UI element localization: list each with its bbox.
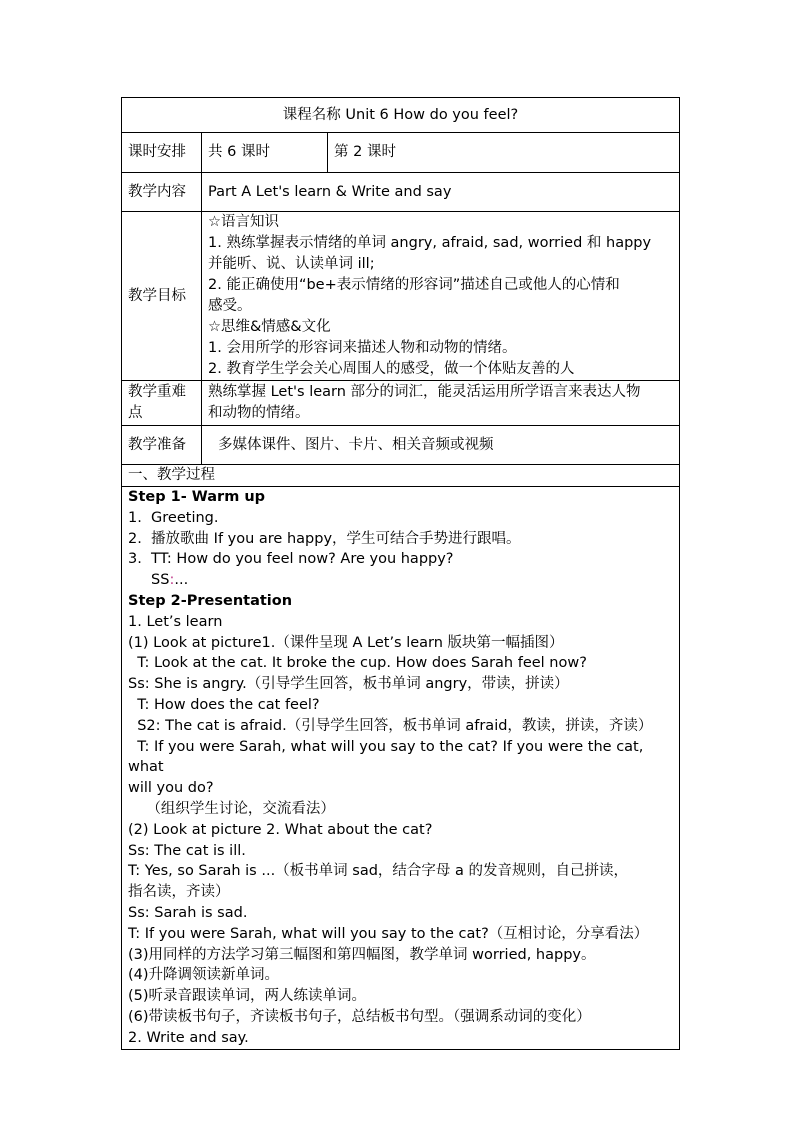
goal-line: 并能听、说、认读单词 ill; [208, 256, 375, 272]
process-line: 1. Let’s learn [128, 613, 223, 630]
ss-ellipsis: ... [174, 572, 189, 589]
course-title: 课程名称 Unit 6 How do you feel? [122, 98, 680, 133]
goal-line: 2. 教育学生学会关心周围人的感受，做一个体贴友善的人 [208, 361, 575, 377]
content-label: 教学内容 [122, 173, 202, 212]
process-line: Ss: The cat is ill. [128, 842, 246, 859]
process-line: 3. TT: How do you feel now? Are you happy? [128, 551, 454, 568]
process-line: 指名读，齐读） [128, 884, 230, 901]
goal-line: 1. 熟练掌握表示情绪的单词 angry, afraid, sad, worried 和 happy [208, 235, 652, 251]
key-points-line: 和动物的情绪。 [208, 405, 310, 421]
process-line: 2. 播放歌曲 If you are happy，学生可结合手势进行跟唱。 [128, 530, 521, 547]
goal-line: ☆思维&情感&文化 [208, 319, 331, 335]
ss-colon: : [169, 572, 175, 589]
key-points-cell [202, 381, 680, 426]
key-points-label [122, 381, 202, 426]
key-points-label-line: 点 [128, 405, 143, 421]
hours-label: 课时安排 [122, 133, 202, 173]
ss-label: SS [128, 572, 170, 589]
process-line: (2) Look at picture 2. What about the cat? [128, 821, 433, 838]
process-line [128, 570, 673, 591]
process-cell [122, 487, 680, 1050]
goal-line: ☆语言知识 [208, 214, 279, 230]
lesson-plan-table [121, 97, 680, 1050]
step-2-heading: Step 2-Presentation [128, 592, 293, 609]
process-line: (3)用同样的方法学习第三幅图和第四幅图，教学单词 worried, happy。 [128, 946, 596, 963]
process-line: T: Look at the cat. It broke the cup. How does Sarah feel now? [128, 655, 587, 672]
process-line: (1) Look at picture1.（课件呈现 A Let’s learn 版块第一幅插图） [128, 634, 564, 651]
goals-cell [202, 212, 680, 381]
key-points-label-line: 教学重难 [128, 384, 186, 400]
goal-line: 1. 会用所学的形容词来描述人物和动物的情绪。 [208, 340, 517, 356]
process-line: 2. Write and say. [128, 1029, 249, 1046]
prep-label: 教学准备 [122, 426, 202, 465]
goals-label: 教学目标 [122, 212, 202, 381]
process-line: T: If you were Sarah, what will you say to the cat?（互相讨论，分享看法） [128, 925, 649, 942]
process-line: (4)升降调领读新单词。 [128, 967, 280, 984]
hours-total: 共 6 课时 [202, 133, 328, 173]
goal-line: 2. 能正确使用“be+表示情绪的形容词”描述自己或他人的心情和 [208, 277, 620, 293]
process-line: will you do? [128, 780, 214, 797]
process-line: (6)带读板书句子，齐读板书句子，总结板书句型。（强调系动词的变化） [128, 1008, 591, 1025]
goal-line: 感受。 [208, 298, 252, 314]
process-line: Ss: Sarah is sad. [128, 904, 248, 921]
process-line: (5)听录音跟读单词，两人练读单词。 [128, 988, 367, 1005]
process-line: 1. Greeting. [128, 509, 219, 526]
process-heading: 一、教学过程 [122, 465, 680, 487]
hours-current: 第 2 课时 [328, 133, 680, 173]
process-line: T: Yes, so Sarah is ...（板书单词 sad，结合字母 a 的发音规则，自己拼读， [128, 863, 629, 880]
prep-value: 多媒体课件、图片、卡片、相关音频或视频 [202, 426, 680, 465]
key-points-line: 熟练掌握 Let's learn 部分的词汇，能灵活运用所学语言来表达人物 [208, 384, 641, 400]
process-line: Ss: She is angry.（引导学生回答，板书单词 angry，带读，拼读） [128, 676, 569, 693]
process-line: S2: The cat is afraid.（引导学生回答，板书单词 afraid，教读，拼读，齐读） [128, 717, 653, 734]
step-1-heading: Step 1- Warm up [128, 489, 266, 505]
process-line: T: If you were Sarah, what will you say to the cat? If you were the cat, what [128, 738, 648, 776]
content-value: Part A Let's learn & Write and say [202, 173, 680, 212]
process-line: T: How does the cat feel? [128, 696, 320, 713]
process-line: （组织学生讨论，交流看法） [128, 800, 335, 817]
